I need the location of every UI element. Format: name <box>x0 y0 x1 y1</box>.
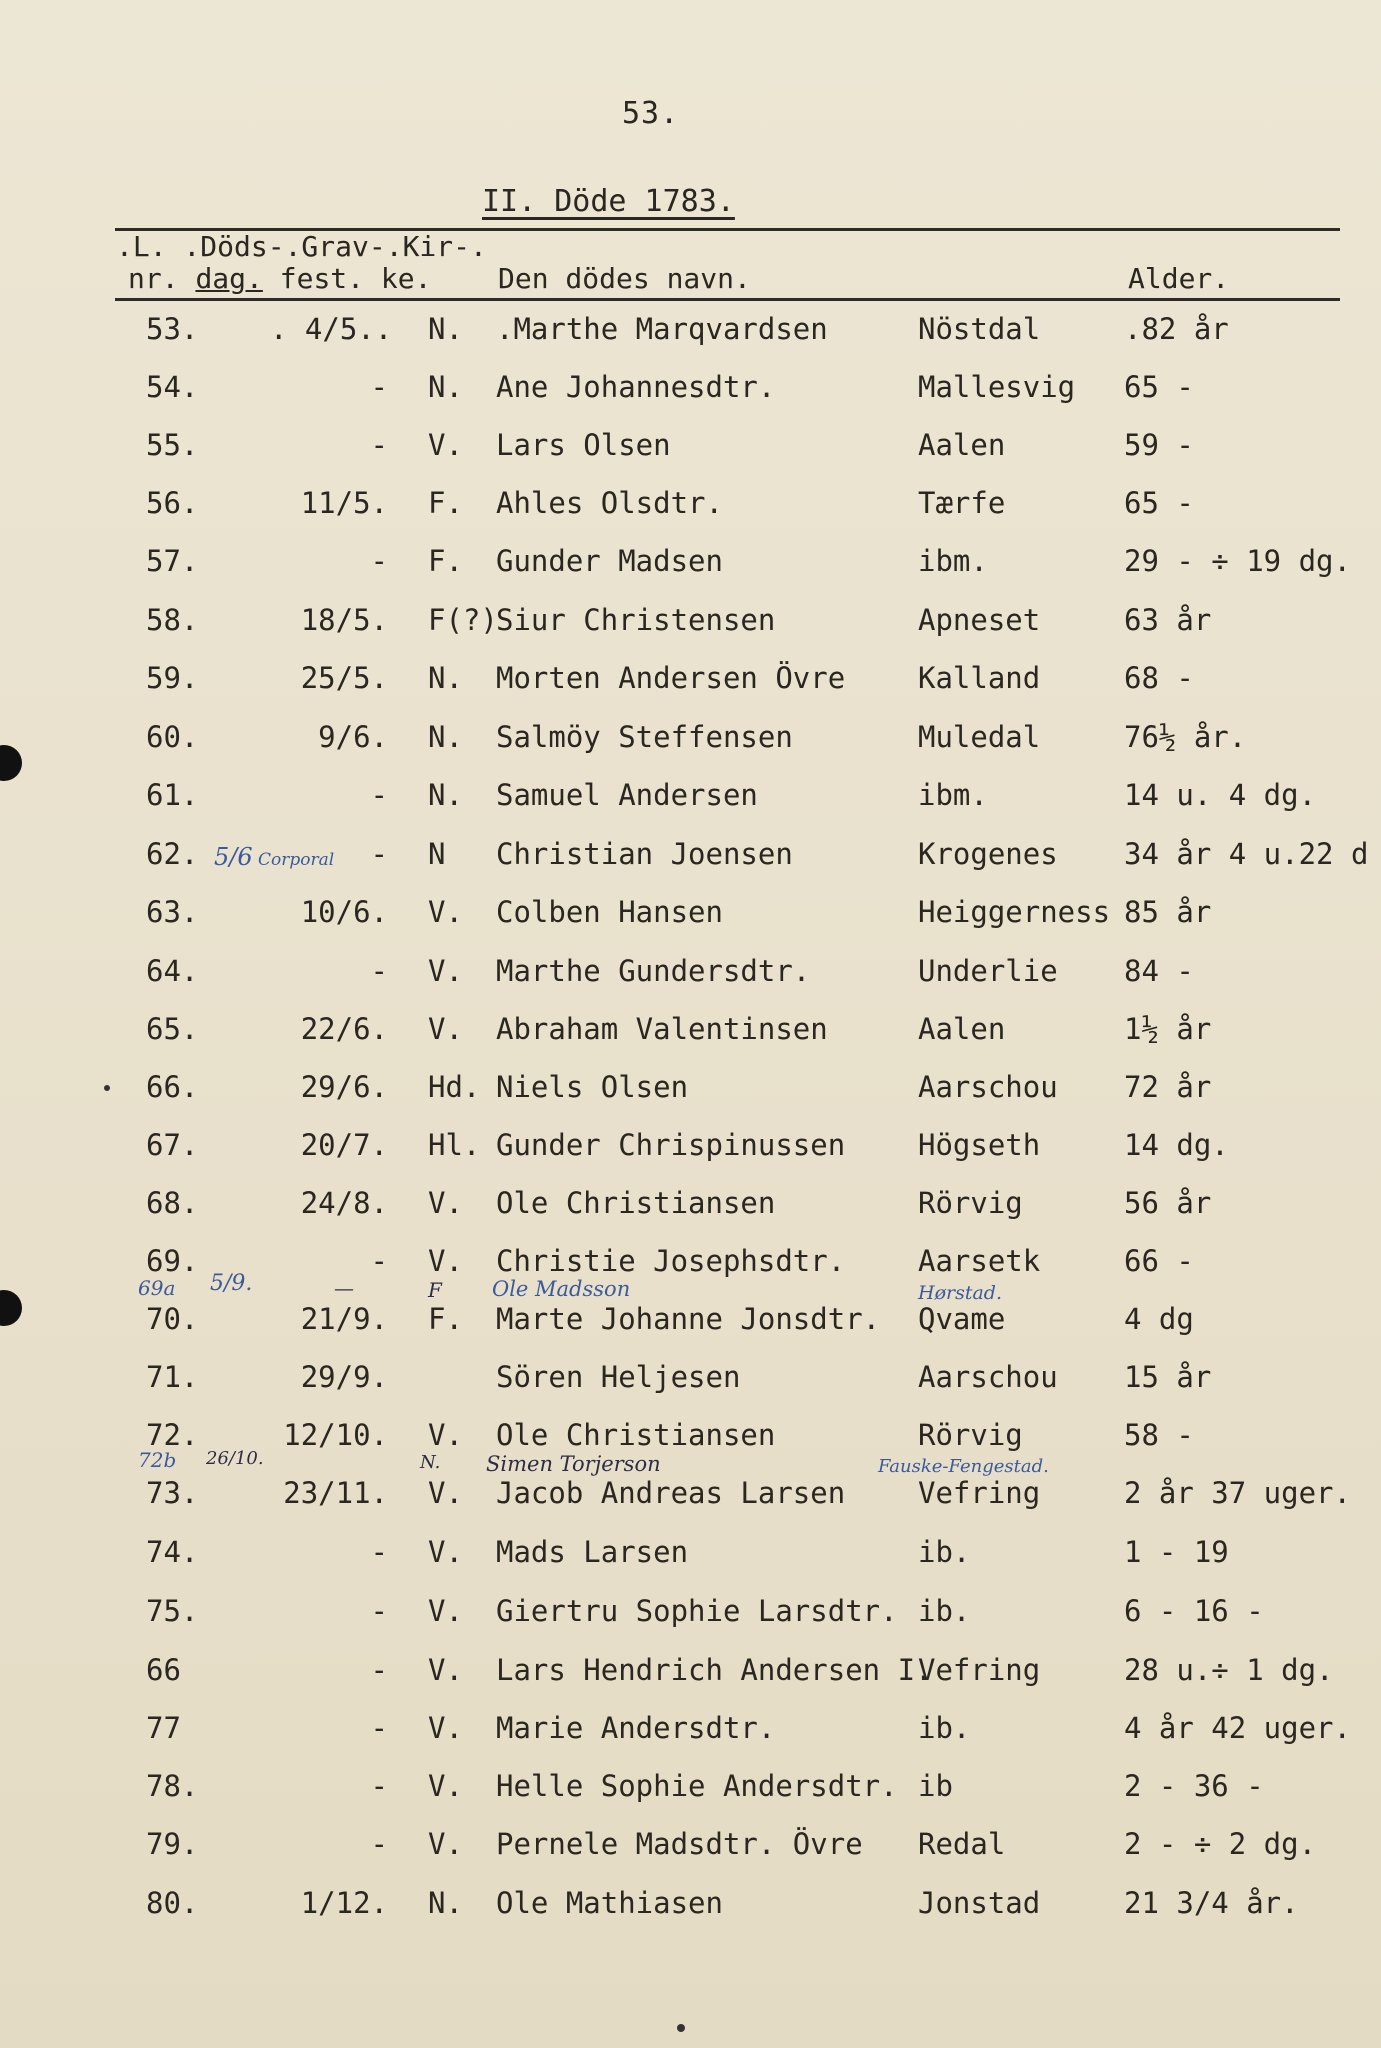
burial-date: 11/5. <box>300 486 388 520</box>
entry-number: 78. <box>146 1769 199 1803</box>
table-row <box>0 1535 1381 1579</box>
farm-place: Redal <box>918 1827 1006 1861</box>
age: 6 - 16 - <box>1124 1594 1264 1628</box>
entry-number: 71. <box>146 1360 199 1394</box>
burial-date: - <box>370 370 388 404</box>
church-code: V. <box>428 1769 463 1803</box>
church-code: V. <box>428 895 463 929</box>
farm-place: Högseth <box>918 1128 1041 1162</box>
burial-date: 25/5. <box>300 661 388 695</box>
entry-number: 56. <box>146 486 199 520</box>
church-code: Hd. <box>428 1070 481 1104</box>
age: 58 - <box>1124 1418 1194 1452</box>
deceased-name: Siur Christensen <box>496 603 776 637</box>
farm-place: ib <box>918 1769 953 1803</box>
farm-place: Aalen <box>918 428 1006 462</box>
entry-number: 77 <box>146 1711 181 1745</box>
age: 21 3/4 år. <box>1124 1886 1299 1920</box>
deceased-name: Helle Sophie Andersdtr. <box>496 1769 898 1803</box>
age: 68 - <box>1124 661 1194 695</box>
deceased-name: Christian Joensen <box>496 837 793 871</box>
entry-number: 55. <box>146 428 199 462</box>
burial-date: 29/9. <box>300 1360 388 1394</box>
farm-place: Apneset <box>918 603 1041 637</box>
table-row <box>0 1653 1381 1697</box>
church-code: V. <box>428 1535 463 1569</box>
entry-number: 68. <box>146 1186 199 1220</box>
deceased-name: Pernele Madsdtr. Övre <box>496 1827 863 1861</box>
farm-place: Aalen <box>918 1012 1006 1046</box>
age: 1½ år <box>1124 1012 1212 1046</box>
burial-date: 23/11. <box>283 1476 388 1510</box>
table-row <box>0 370 1381 414</box>
farm-place: Aarschou <box>918 1070 1058 1104</box>
table-row <box>0 778 1381 822</box>
deceased-name: Morten Andersen Övre <box>496 661 846 695</box>
deceased-name: Marte Johanne Jonsdtr. <box>496 1302 881 1336</box>
entry-number: 73. <box>146 1476 199 1510</box>
burial-date: - <box>370 1769 388 1803</box>
burial-date: . 4/5.. <box>270 312 393 346</box>
handwritten-nr-69a: 69a <box>138 1276 176 1300</box>
deceased-name: Ole Christiansen <box>496 1418 776 1452</box>
burial-date: 12/10. <box>283 1418 388 1452</box>
entry-number: 75. <box>146 1594 199 1628</box>
burial-date: - <box>370 544 388 578</box>
church-code: N. <box>428 661 463 695</box>
handwritten-name-72b: Simen Torjerson <box>486 1452 661 1476</box>
farm-place: ib. <box>918 1535 971 1569</box>
deceased-name: Giertru Sophie Larsdtr. <box>496 1594 898 1628</box>
age: 65 - <box>1124 370 1194 404</box>
age: 76½ år. <box>1124 720 1247 754</box>
table-row <box>0 1244 1381 1288</box>
deceased-name: Jacob Andreas Larsen <box>496 1476 846 1510</box>
age: 28 u.÷ 1 dg. <box>1124 1653 1334 1687</box>
table-row <box>0 837 1381 881</box>
church-code: F(?) <box>428 603 498 637</box>
entry-number: 66 <box>146 1653 181 1687</box>
handwritten-date-72b: 26/10. <box>206 1448 264 1469</box>
entry-number: 65. <box>146 1012 199 1046</box>
table-row <box>0 1128 1381 1172</box>
church-code: V. <box>428 1418 463 1452</box>
table-row <box>0 312 1381 356</box>
church-code: V. <box>428 428 463 462</box>
farm-place: Jonstad <box>918 1886 1041 1920</box>
farm-place: Kalland <box>918 661 1041 695</box>
farm-place: Vefring <box>918 1653 1041 1687</box>
entry-number: 63. <box>146 895 199 929</box>
entry-number: 74. <box>146 1535 199 1569</box>
handwritten-kirke-69a: F <box>428 1278 442 1302</box>
church-code: V. <box>428 1827 463 1861</box>
deceased-name: Sören Heljesen <box>496 1360 741 1394</box>
header-nr: nr. <box>128 262 179 295</box>
age: 2 år 37 uger. <box>1124 1476 1351 1510</box>
church-code: V. <box>428 1244 463 1278</box>
table-row <box>0 544 1381 588</box>
handwritten-dash-69a: — <box>334 1276 354 1300</box>
burial-date: - <box>370 1244 388 1278</box>
age: 15 år <box>1124 1360 1212 1394</box>
table-row <box>0 661 1381 705</box>
entry-number: 57. <box>146 544 199 578</box>
age: 14 dg. <box>1124 1128 1229 1162</box>
farm-place: Vefring <box>918 1476 1041 1510</box>
age: 2 - ÷ 2 dg. <box>1124 1827 1317 1861</box>
age: 29 - ÷ 19 dg. <box>1124 544 1351 578</box>
burial-date: 18/5. <box>300 603 388 637</box>
section-title: II. Döde 1783. <box>482 184 735 219</box>
column-header-row1: .L. .Döds-.Grav-.Kir-. <box>116 230 487 263</box>
burial-date: 20/7. <box>300 1128 388 1162</box>
burial-date: - <box>370 954 388 988</box>
church-code: V. <box>428 1594 463 1628</box>
age: 4 år 42 uger. <box>1124 1711 1351 1745</box>
deceased-name: Gunder Chrispinussen <box>496 1128 846 1162</box>
age: 34 år 4 u.22 d <box>1124 837 1369 871</box>
page-number: 53. <box>622 96 680 131</box>
burial-date: 10/6. <box>300 895 388 929</box>
deceased-name: Ole Christiansen <box>496 1186 776 1220</box>
church-code: F. <box>428 544 463 578</box>
age: 56 år <box>1124 1186 1212 1220</box>
burial-date: 24/8. <box>300 1186 388 1220</box>
header-dag: dag. <box>195 262 263 295</box>
farm-place: ibm. <box>918 544 988 578</box>
farm-place: ibm. <box>918 778 988 812</box>
farm-place: ib. <box>918 1711 971 1745</box>
deceased-name: Christie Josephsdtr. <box>496 1244 846 1278</box>
church-code: F. <box>428 486 463 520</box>
deceased-name: Lars Hendrich Andersen I. <box>496 1653 933 1687</box>
church-code: N. <box>428 370 463 404</box>
farm-place: Qvame <box>918 1302 1006 1336</box>
deceased-name: Abraham Valentinsen <box>496 1012 828 1046</box>
handwritten-nr-72b: 72b <box>138 1448 177 1472</box>
church-code: N. <box>428 720 463 754</box>
entry-number: 70. <box>146 1302 199 1336</box>
header-name: Den dödes navn. <box>498 262 751 295</box>
burial-date: - <box>370 428 388 462</box>
handwritten-place-72b: Fauske-Fengestad. <box>878 1456 1049 1477</box>
age: 2 - 36 - <box>1124 1769 1264 1803</box>
deceased-name: .Marthe Marqvardsen <box>496 312 828 346</box>
farm-place: Rörvig <box>918 1418 1023 1452</box>
church-code: V. <box>428 1186 463 1220</box>
church-code: N. <box>428 1886 463 1920</box>
deceased-name: Niels Olsen <box>496 1070 689 1104</box>
church-code: N. <box>428 778 463 812</box>
burial-date: - <box>370 837 388 871</box>
header-rule-bottom <box>115 298 1340 301</box>
age: 63 år <box>1124 603 1212 637</box>
table-row <box>0 1186 1381 1230</box>
age: 59 - <box>1124 428 1194 462</box>
deceased-name: Lars Olsen <box>496 428 671 462</box>
table-row <box>0 954 1381 998</box>
handwritten-note-corporal: Corporal <box>258 850 335 870</box>
farm-place: Underlie <box>918 954 1058 988</box>
farm-place: Muledal <box>918 720 1041 754</box>
burial-date: 22/6. <box>300 1012 388 1046</box>
handwritten-date-69a: 5/9. <box>210 1271 253 1296</box>
handwritten-place-69a: Hørstad. <box>918 1282 1003 1304</box>
church-code: F. <box>428 1302 463 1336</box>
entry-number: 59. <box>146 661 199 695</box>
table-row <box>0 1594 1381 1638</box>
farm-place: Aarschou <box>918 1360 1058 1394</box>
entry-number: 79. <box>146 1827 199 1861</box>
farm-place: Krogenes <box>918 837 1058 871</box>
church-code: V. <box>428 954 463 988</box>
table-row <box>0 895 1381 939</box>
entry-number: 67. <box>146 1128 199 1162</box>
table-row <box>0 1302 1381 1346</box>
burial-date: 21/9. <box>300 1302 388 1336</box>
age: 72 år <box>1124 1070 1212 1104</box>
deceased-name: Salmöy Steffensen <box>496 720 793 754</box>
ink-speck <box>104 1085 110 1091</box>
table-row <box>0 428 1381 472</box>
entry-number: 66. <box>146 1070 199 1104</box>
church-code: V. <box>428 1012 463 1046</box>
deceased-name: Mads Larsen <box>496 1535 689 1569</box>
age: 1 - 19 <box>1124 1535 1229 1569</box>
farm-place: Heiggerness <box>918 895 1111 929</box>
entry-number: 72. <box>146 1418 199 1452</box>
church-code: V. <box>428 1476 463 1510</box>
burial-date: - <box>370 1653 388 1687</box>
handwritten-date-62: 5/6 <box>214 843 253 871</box>
table-row <box>0 486 1381 530</box>
handwritten-kirke-72b: N. <box>420 1452 441 1473</box>
age: 14 u. 4 dg. <box>1124 778 1317 812</box>
deceased-name: Samuel Andersen <box>496 778 758 812</box>
age: 84 - <box>1124 954 1194 988</box>
table-row <box>0 1886 1381 1930</box>
entry-number: 53. <box>146 312 199 346</box>
church-code: N <box>428 837 446 871</box>
deceased-name: Gunder Madsen <box>496 544 723 578</box>
deceased-name: Ole Mathiasen <box>496 1886 723 1920</box>
church-code: V. <box>428 1653 463 1687</box>
deceased-name: Marie Andersdtr. <box>496 1711 776 1745</box>
age: 65 - <box>1124 486 1194 520</box>
farm-place: Rörvig <box>918 1186 1023 1220</box>
farm-place: Tærfe <box>918 486 1006 520</box>
ink-speck <box>677 2024 685 2032</box>
deceased-name: Ahles Olsdtr. <box>496 486 723 520</box>
handwritten-name-69a: Ole Madsson <box>492 1277 631 1301</box>
age: 4 dg <box>1124 1302 1194 1336</box>
table-row <box>0 1012 1381 1056</box>
deceased-name: Marthe Gundersdtr. <box>496 954 811 988</box>
burial-date: 29/6. <box>300 1070 388 1104</box>
table-row <box>0 1360 1381 1404</box>
church-code: N. <box>428 312 463 346</box>
church-code: Hl. <box>428 1128 481 1162</box>
age: .82 år <box>1124 312 1229 346</box>
deceased-name: Colben Hansen <box>496 895 723 929</box>
header-age: Alder. <box>1128 262 1230 295</box>
entry-number: 62. <box>146 837 199 871</box>
table-row <box>0 1070 1381 1114</box>
table-row <box>0 603 1381 647</box>
burial-date: - <box>370 1535 388 1569</box>
entry-number: 54. <box>146 370 199 404</box>
farm-place: Mallesvig <box>918 370 1076 404</box>
table-row <box>0 720 1381 764</box>
deceased-name: Ane Johannesdtr. <box>496 370 776 404</box>
table-row <box>0 1827 1381 1871</box>
burial-date: - <box>370 778 388 812</box>
burial-date: 1/12. <box>300 1886 388 1920</box>
burial-date: - <box>370 1711 388 1745</box>
entry-number: 69. <box>146 1244 199 1278</box>
entry-number: 60. <box>146 720 199 754</box>
entry-number: 58. <box>146 603 199 637</box>
church-code: V. <box>428 1711 463 1745</box>
table-row <box>0 1711 1381 1755</box>
age: 85 år <box>1124 895 1212 929</box>
burial-date: - <box>370 1827 388 1861</box>
farm-place: Aarsetk <box>918 1244 1041 1278</box>
column-header-row2 <box>128 262 431 295</box>
table-row <box>0 1769 1381 1813</box>
header-fest-ke: fest. ke. <box>262 262 432 295</box>
entry-number: 61. <box>146 778 199 812</box>
burial-date: - <box>370 1594 388 1628</box>
entry-number: 80. <box>146 1886 199 1920</box>
farm-place: Nöstdal <box>918 312 1041 346</box>
burial-date: 9/6. <box>318 720 388 754</box>
age: 66 - <box>1124 1244 1194 1278</box>
table-row <box>0 1476 1381 1520</box>
farm-place: ib. <box>918 1594 971 1628</box>
entry-number: 64. <box>146 954 199 988</box>
